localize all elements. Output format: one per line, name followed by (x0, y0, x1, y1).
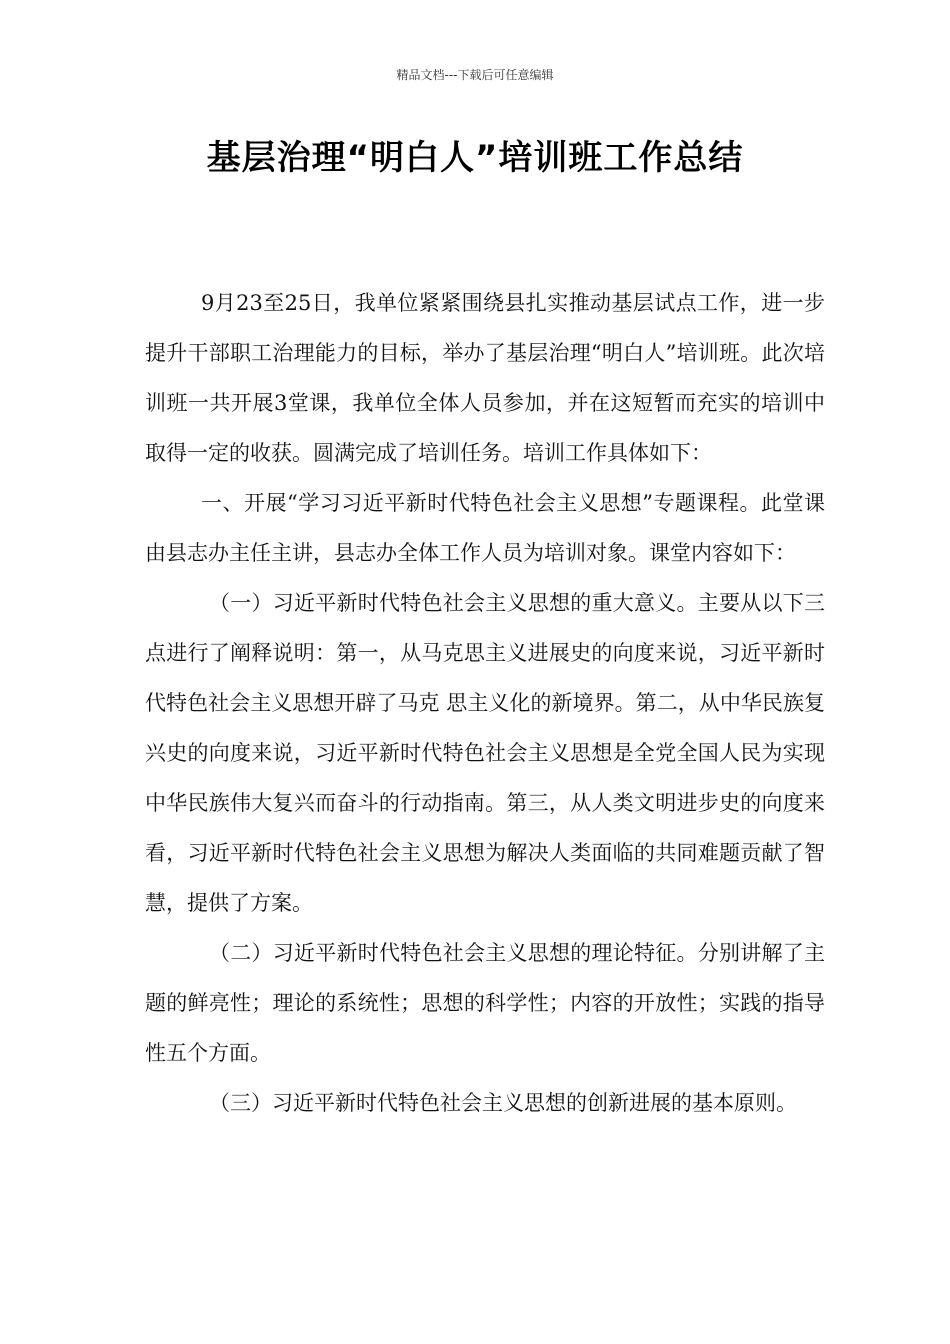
paragraph-subsection-one: （一）习近平新时代特色社会主义思想的重大意义。主要从以下三点进行了阐释说明：第一，从马克思主义进展史的向度来说，习近平新时代特色社会主义思想开辟了马克 思主义化的新境界。第二，从中华民族复兴史的向度来说，习近平新时代特色社会主义思想是全党全国人民为实现中华民族伟大复兴而奋斗的行动指南。第三，从人类文明进步史的向度来看，习近平新时代特色社会主义思想为解决人类面临的共同难题贡献了智慧，提供了方案。 (145, 591, 825, 915)
document-body (145, 278, 825, 1128)
paragraph-intro: 9月23至25日，我单位紧紧围绕县扎实推动基层试点工作，进一步提升干部职工治理能力的目标，举办了基层治理“明白人”培训班。此次培训班一共开展3堂课，我单位全体人员参加，并在这短暂而充实的培训中取得一定的收获。圆满完成了培训任务。培训工作具体如下： (145, 291, 825, 465)
page-header-note: 精品文档---下载后可任意编辑 (396, 68, 554, 82)
paragraph-subsection-three: （三）习近平新时代特色社会主义思想的创新进展的基本原则。 (209, 1091, 797, 1115)
paragraph-subsection-two: （二）习近平新时代特色社会主义思想的理论特征。分别讲解了主题的鲜亮性；理论的系统性；思想的科学性；内容的开放性；实践的指导性五个方面。 (145, 941, 825, 1065)
document-title: 基层治理“明白人”培训班工作总结 (206, 138, 744, 178)
paragraph-section-one: 一、开展“学习习近平新时代特色社会主义思想”专题课程。此堂课由县志办主任主讲，县志办全体工作人员为培训对象。课堂内容如下： (145, 491, 825, 565)
